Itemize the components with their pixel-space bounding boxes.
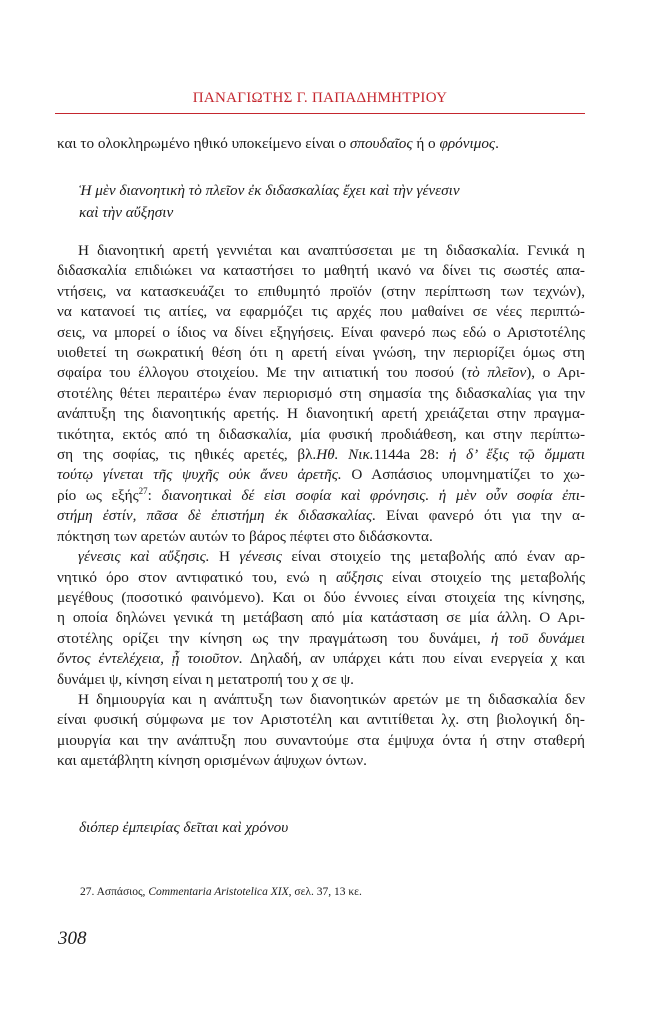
text: ρίο ως εξής [57, 486, 139, 504]
text-line: μιουργία και την ανάπτυξη που συναντούμε στα έμψυχα όντα ή στην σταθερή [57, 731, 585, 749]
text-line: Η δημιουργία και η ανάπτυξη των διανοητικών αρετών με τη διδασκαλία δεν [78, 690, 585, 708]
text: είναι στοιχείο της μεταβολής από έναν αρ- [281, 548, 586, 566]
text-line [57, 629, 585, 649]
text-line: ανάπτυξη της διανοητικής αρετής. Η διανοητική αρετή χρειάζεται στην πραγμα- [57, 405, 585, 423]
text-line [57, 465, 585, 485]
text: ση της σοφίας, τις ηθικές αρετές, βλ. [57, 446, 317, 464]
quote-line: καὶ τὴν αὔξησιν [79, 204, 174, 221]
text-line: υιοθετεί τη σωκρατική θέση ότι η αρετή είναι γνώση, την περιορίζει όμως στη [57, 344, 585, 362]
text: νητικό όρο στον αντιφατικό του, ενώ η [57, 568, 336, 586]
greek-quote: ἡ τοῦ δυνάμει [490, 629, 585, 647]
text-line [57, 649, 585, 669]
greek-term: φρόνιμος [439, 135, 496, 152]
greek-quote: ὄντος ἐντελέχεια, ᾗ τοιοῦτον. [57, 650, 243, 668]
text: . [495, 135, 499, 152]
text: Η [209, 548, 240, 566]
footnote-text: , σελ. 37, 13 κε. [288, 886, 362, 898]
text-line [57, 445, 585, 465]
greek-term: γένεσις [239, 548, 282, 566]
footnote-27 [80, 886, 362, 898]
text: και το ολοκληρωμένο ηθικό υποκείμενο είναι ο [57, 135, 350, 152]
text: 1144a 28: [373, 446, 449, 464]
text: στοτέλης ορίζει την κίνηση ως την πραγμάτωση του δυνάμει, [57, 629, 491, 647]
text-line [57, 363, 585, 383]
citation: Ηθ. Νικ. [316, 446, 374, 464]
header-rule [55, 113, 585, 114]
text: Δηλαδή, αν υπάρχει κάτι που είναι ενεργεία χ και [242, 650, 585, 668]
greek-term: σπουδαῖος [349, 135, 413, 152]
text: : [147, 486, 162, 504]
text-line: πόκτηση των αρετών αυτών το βάρος πέφτει στο διδάσκοντα. [57, 527, 433, 545]
footnote-ref[interactable]: 27 [138, 485, 148, 496]
text-line: είναι φυσική σύμφωνα με τον Αριστοτέλη και αντιτίθεται λχ. στη βιολογική δη- [57, 711, 585, 729]
text-line: μεγέθους (ποσοτικό φαινόμενο). Και οι δύο έννοιες είναι στοιχεία της κίνησης, [57, 588, 585, 606]
text-line: η οποία δηλώνει γενικά τη μετάβαση από μία κατάσταση σε μία άλλη. Ο Αρι- [57, 609, 585, 627]
greek-term: γένεσις καὶ αὔξησις. [78, 548, 210, 566]
greek-quote: διανοητικαὶ δέ εἰσι σοφία καὶ φρόνησις. ἡ μὲν οὖν σοφία ἐπι- [161, 486, 585, 504]
text-line [57, 486, 585, 506]
text: Ο Ασπάσιος υπομνηματίζει το χω- [341, 466, 585, 484]
text-line: διδασκαλία επιδιώκει να καταστήσει το μαθητή ικανό να δίνει τις σωστές απα- [57, 262, 585, 280]
footnote-title: Commentaria Aristotelica XIX [148, 886, 289, 898]
text-line: τικότητα, εκτός από τη διδασκαλία, μία φυσική προδιάθεση, και στην περίπτω- [57, 425, 585, 443]
text-line: και αμετάβλητη κίνηση ορισμένων άψυχων όντων. [57, 752, 367, 770]
footnote-text: 27. Ασπάσιος, [80, 886, 149, 898]
page-number: 308 [58, 928, 87, 949]
text-line: σεις, να μπορεί ο ίδιος να δίνει εξηγήσεις. Είναι φανερό πως εδώ ο Αριστοτέλης [57, 323, 585, 341]
greek-quote: ἡ δ’ ἕξις τῷ ὄμματι [448, 446, 585, 464]
greek-quote: τούτῳ γίνεται τῆς ψυχῆς οὐκ ἄνευ ἀρετῆς. [57, 466, 342, 484]
text-line [57, 568, 585, 588]
quote-line: διόπερ ἐμπειρίας δεῖται καὶ χρόνου [79, 819, 289, 836]
paragraph-1 [57, 241, 585, 772]
text-line: δυνάμει ψ, κίνηση είναι η μετατροπή του χ σε ψ. [57, 670, 354, 688]
text: Είναι φανερό ότι για την α- [376, 507, 585, 525]
text-line: να κατανοεί τις αιτίες, να εφαρμόζει τις αρχές που μαθαίνει σε νέες περιπτώ- [57, 303, 585, 321]
text: ), ο Αρι- [526, 364, 585, 382]
running-head: ΠΑΝΑΓΙΩΤΗΣ Γ. ΠΑΠΑΔΗΜΗΤΡΙΟΥ [192, 90, 448, 106]
opening-line [57, 134, 585, 154]
greek-term: τὸ πλεῖον [466, 364, 527, 382]
text-line [57, 506, 585, 526]
greek-quote: στήμη ἐστίν, πᾶσα δὲ ἐπιστήμη ἐκ διδασκαλίας. [57, 507, 376, 525]
section-quote-2 [79, 817, 288, 839]
text: είναι στοιχείο της μεταβολής [382, 568, 585, 586]
text: σφαίρα του έλλογου στοιχείου. Με την αιτιατική του ποσού ( [57, 364, 467, 382]
text-line: Η διανοητική αρετή γεννιέται και αναπτύσσεται με τη διδασκαλία. Γενικά η [78, 242, 585, 259]
text-line: ντήσεις, να κατασκευάζει το επιθυμητό προϊόν (στην περίπτωση των τεχνών), [57, 282, 585, 300]
text: ή ο [412, 135, 440, 152]
text-line: στοτέλης θέτει περαιτέρω έναν περιορισμό στη σημασία της διδασκαλίας για την [57, 384, 585, 402]
text-line [57, 547, 585, 567]
section-quote-1 [79, 180, 460, 224]
quote-line: Ἡ μὲν διανοητικὴ τὸ πλεῖον ἐκ διδασκαλίας ἔχει καὶ τὴν γένεσιν [79, 182, 460, 199]
greek-term: αὔξησις [335, 568, 383, 586]
